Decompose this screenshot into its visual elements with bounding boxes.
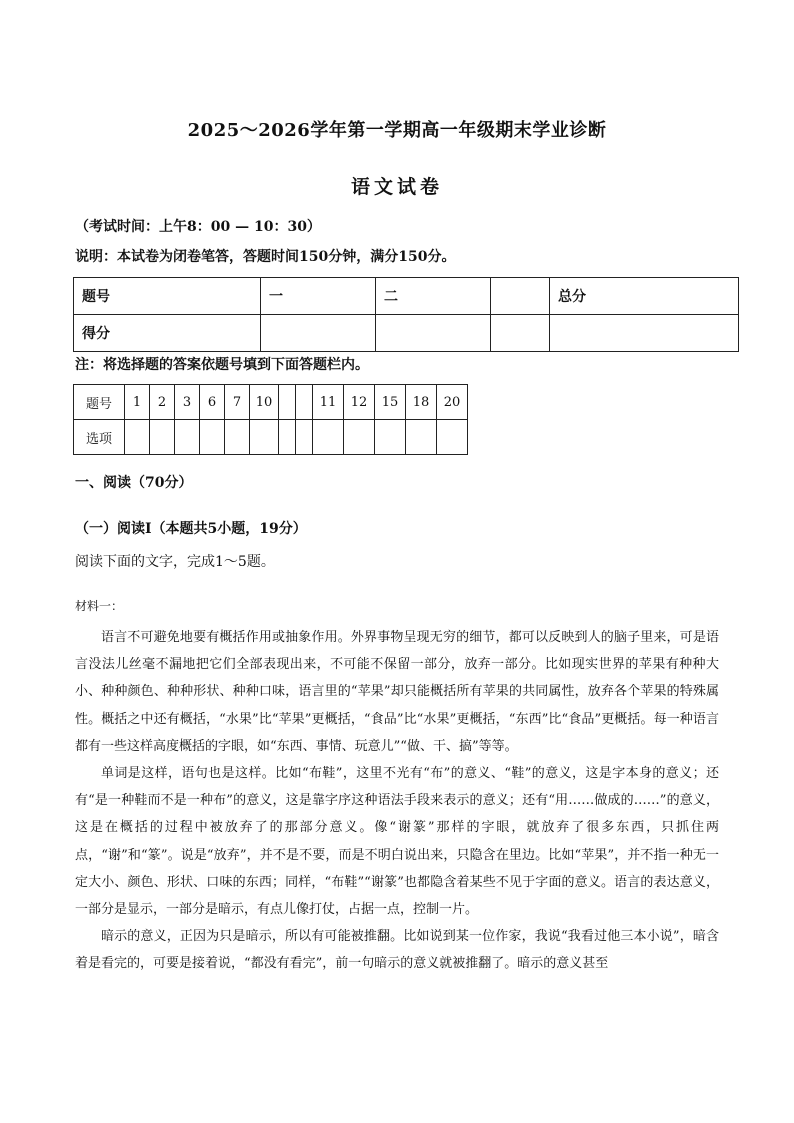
passage: [75, 624, 719, 978]
answer-input-cell[interactable]: [279, 420, 296, 455]
exam-title: 2025～2026学年第一学期高一年级期末学业诊断: [187, 120, 607, 141]
answer-input-cell[interactable]: [313, 420, 344, 455]
section-heading-reading: 一、阅读（70分）: [75, 475, 193, 491]
score-cell: 一: [261, 278, 376, 315]
answer-input-cell[interactable]: [250, 420, 279, 455]
question-number: 15: [375, 385, 406, 420]
score-cell: 总分: [550, 278, 739, 315]
passage-paragraph: 暗示的意义，正因为只是暗示，所以有可能被推翻。比如说到某一位作家，我说“我看过他三本小说”，暗含着是看完的，可要是接着说，“都没有看完”，前一句暗示的意义就被推翻了。暗示的意义甚至: [75, 929, 719, 972]
answer-input-cell[interactable]: [200, 420, 225, 455]
question-number: [296, 385, 313, 420]
score-cell: 题号: [74, 278, 261, 315]
score-input-cell[interactable]: [261, 315, 376, 352]
answer-input-cell[interactable]: [150, 420, 175, 455]
question-number: 11: [313, 385, 344, 420]
question-number: 20: [437, 385, 468, 420]
score-table-row: [74, 278, 739, 315]
question-number: 2: [150, 385, 175, 420]
answer-table-row: [74, 420, 468, 455]
answer-input-cell[interactable]: [296, 420, 313, 455]
answer-table: [73, 384, 468, 455]
question-number: 18: [406, 385, 437, 420]
answer-table-row: [74, 385, 468, 420]
section-heading-reading-1: （一）阅读Ⅰ（本题共5小题，19分）: [75, 521, 307, 537]
score-table-row: [74, 315, 739, 352]
passage-paragraph: 语言不可避免地要有概括作用或抽象作用。外界事物呈现无穷的细节，都可以反映到人的脑子里来，可是语言没法儿丝毫不漏地把它们全部表现出来，不可能不保留一部分，放弃一部分。比如现实世界的苹果有种种大小、种种颜色、种种形状、种种口味，语言里的“苹果”却只能概括所有苹果的共同属性，放弃各个苹果的特殊属性。概括之中还有概括，“水果”比“苹果”更概括，“食品”比“水果”更概括，“东西”比“食品”更概括。每一种语言都有一些这样高度概括的字眼，如“东西、事情、玩意儿”“做、干、搞”等等。: [75, 630, 719, 754]
exam-time: （考试时间：上午8：00 — 10：30）: [75, 219, 321, 235]
answer-input-cell[interactable]: [344, 420, 375, 455]
question-number: 7: [225, 385, 250, 420]
question-number: 3: [175, 385, 200, 420]
score-cell: 得分: [74, 315, 261, 352]
answer-input-cell[interactable]: [375, 420, 406, 455]
exam-subject: 语文试卷: [350, 176, 443, 198]
answer-note: 注：将选择题的答案依题号填到下面答题栏内。: [75, 357, 369, 373]
answer-header-cell: 选项: [74, 420, 125, 455]
question-number: [279, 385, 296, 420]
answer-input-cell[interactable]: [125, 420, 150, 455]
question-number: 12: [344, 385, 375, 420]
answer-input-cell[interactable]: [437, 420, 468, 455]
reading-instruction: 阅读下面的文字，完成1～5题。: [75, 554, 275, 570]
exam-instructions: 说明：本试卷为闭卷笔答，答题时间150分钟，满分150分。: [75, 249, 456, 265]
answer-input-cell[interactable]: [175, 420, 200, 455]
answer-input-cell[interactable]: [406, 420, 437, 455]
score-cell: 二: [376, 278, 491, 315]
question-number: 10: [250, 385, 279, 420]
question-number: 6: [200, 385, 225, 420]
score-input-cell[interactable]: [491, 315, 550, 352]
score-input-cell[interactable]: [550, 315, 739, 352]
score-input-cell[interactable]: [376, 315, 491, 352]
answer-input-cell[interactable]: [225, 420, 250, 455]
score-table: [73, 277, 739, 352]
passage-paragraph: 单词是这样，语句也是这样。比如“布鞋”，这里不光有“布”的意义、“鞋”的意义，这是字本身的意义；还有“是一种鞋而不是一种布”的意义，这是靠字序这种语法手段来表示的意义；还有“用……做成的……”的意义，这是在概括的过程中被放弃了的那部分意义。像“谢篆”那样的字眼，就放弃了很多东西，只抓住两点，“谢”和“篆”。说是“放弃”，并不是不要，而是不明白说出来，只隐含在里边。比如“苹果”，并不指一种无一定大小、颜色、形状、口味的东西；同样，“布鞋”“谢篆”也都隐含着某些不见于字面的意义。语言的表达意义，一部分是显示，一部分是暗示，有点儿像打仗，占据一点，控制一片。: [75, 766, 719, 918]
score-cell: [491, 278, 550, 315]
answer-header-cell: 题号: [74, 385, 125, 420]
material-label: 材料一：: [75, 599, 124, 613]
question-number: 1: [125, 385, 150, 420]
